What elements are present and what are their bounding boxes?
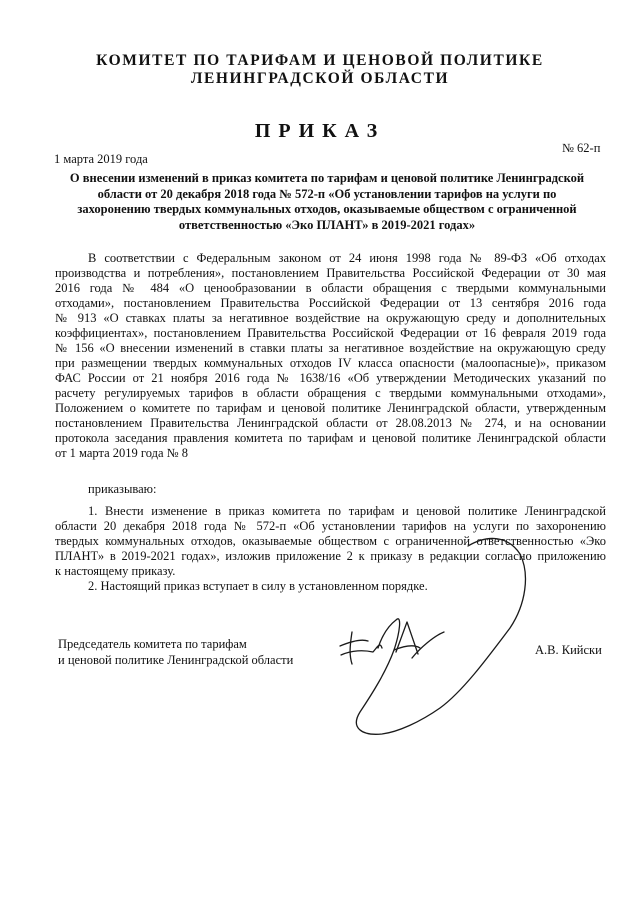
preamble-line: ФАС России от 21 ноября 2016 года № 1638/16 «Об утверждении Методических указаний по: [55, 371, 606, 385]
subject-line: области от 20 декабря 2018 года № 572-п «Об установлении тарифов на услуги по: [97, 186, 557, 201]
document-number: № 62-п: [562, 141, 601, 155]
preamble-line: от 1 марта 2019 года № 8: [55, 446, 188, 460]
subject-line: О внесении изменений в приказ комитета по тарифам и ценовой политике Ленинградской: [69, 171, 585, 185]
preamble-line: В соответствии с Федеральным законом от 24 июня 1998 года № 89-ФЗ «Об отходах: [88, 251, 606, 265]
preamble-line: отходами», постановлением Правительства Российской Федерации от 13 сентября 2016 года: [55, 296, 606, 310]
item-line: 1. Внести изменение в приказ комитета по тарифам и ценовой политике Ленинградской: [88, 504, 606, 518]
preamble-line: № 913 «О ставках платы за негативное воздействие на окружающую среду и дополнительных: [55, 311, 606, 325]
preamble-line: расчету регулируемых тарифов в области обращения с твердыми коммунальными отходами»,: [55, 386, 606, 400]
preamble-line: коэффициентах», постановлением Правительства Российской Федерации от 16 февраля 2019 года: [55, 326, 606, 340]
decree-item-2: 2. Настоящий приказ вступает в силу в установленном порядке.: [88, 579, 428, 593]
subject-line: захоронению твердых коммунальных отходов, оказываемые обществом с ограниченной: [77, 202, 577, 216]
document-type: ПРИКАЗ: [254, 120, 386, 142]
signatory-title-line: Председатель комитета по тарифам: [58, 637, 247, 651]
preamble-line: 2016 года № 484 «О ценообразовании в области обращения с твердыми коммунальными: [55, 281, 606, 295]
preamble-line: производства и потребления», постановлением Правительства Российской Федерации от 30 мая: [55, 266, 606, 280]
item-line: ПЛАНТ» в 2019-2021 годах», изложив приложение 2 к приказу в редакции согласно приложению: [55, 549, 606, 563]
preamble-line: Положением о комитете по тарифам и ценовой политике Ленинградской области, утвержденным: [55, 401, 606, 415]
org-line-2: ЛЕНИНГРАДСКОЙ ОБЛАСТИ: [190, 70, 450, 87]
document-date: 1 марта 2019 года: [54, 152, 148, 166]
preamble-line: № 156 «О внесении изменений в ставки платы за негативное воздействие на окружающую среду: [55, 341, 606, 355]
signatory-name: А.В. Кийски: [535, 643, 602, 657]
preamble-line: протокола заседания правления комитета по тарифам и ценовой политике Ленинградской области: [55, 431, 606, 445]
org-line-1: КОМИТЕТ ПО ТАРИФАМ И ЦЕНОВОЙ ПОЛИТИКЕ: [96, 52, 544, 69]
preamble-line: постановлением Правительства Ленинградской области от 28.08.2013 № 274, и на основании: [55, 416, 606, 430]
signatory-title: [58, 636, 293, 668]
organization-name: [0, 52, 640, 88]
item-line: твердых коммунальных отходов, оказываемые обществом с ограниченной ответственностью «Эко: [55, 534, 606, 548]
document-subject: [62, 171, 592, 233]
subject-line: ответственностью «Эко ПЛАНТ» в 2019-2021 годах»: [178, 217, 476, 232]
preamble-line: при размещении твердых коммунальных отходов IV класса опасности (малоопасные)», приказом: [55, 356, 606, 370]
item-line: к настоящему приказу.: [55, 564, 176, 578]
decree-word: приказываю:: [88, 482, 157, 496]
item-line: области 20 декабря 2018 года № 572-п «Об установлении тарифов на услуги по захоронению: [55, 519, 606, 533]
signatory-title-line: и ценовой политике Ленинградской области: [58, 653, 294, 667]
